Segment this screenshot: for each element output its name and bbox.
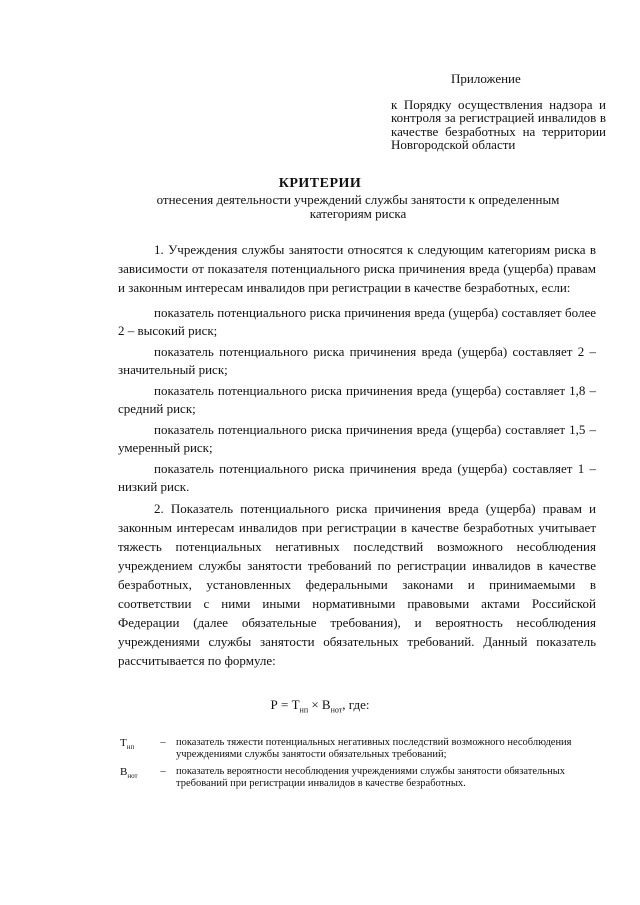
definition-tnp [120,737,600,761]
document-body [118,240,596,670]
paragraph-2: 2. Показатель потенциального риска причинения вреда (ущерба) правам и законным интересам инвалидов при регистрации в качестве безработных учитывает тяжесть потенциальных негативных последствий возможного несоблюдения учреждением службы занятости требований по регистрации инвалидов в качестве безработных, установленных федеральными законами и принимаемыми в соответствии с ними иными нормативными правовыми актами Российской Федерации (далее обязательные требования), и вероятность несоблюдения учреждениями службы занятости обязательных требований. Данный показатель рассчитывается по формуле: [118,501,596,668]
paragraph-1: 1. Учреждения службы занятости относятся к следующим категориям риска в зависимости от показателя потенциального риска причинения вреда (ущерба) правам и законным интересам инвалидов при регистрации в качестве безработных, если: [118,242,596,295]
appendix-text: к Порядку осуществления надзора и контроля за регистрацией инвалидов в качестве безработных на территории Новгородской области [391,96,606,152]
risk-formula [0,697,640,715]
appendix-title: Приложение [451,71,521,86]
definition-dash: – [160,737,166,748]
risk-item-medium: показатель потенциального риска причинения вреда (ущерба) составляет 1,8 – средний риск; [118,383,596,416]
formula-sub-tnp: нп [299,705,309,715]
definition-bnot [120,766,600,790]
document-heading: КРИТЕРИИ [278,176,362,191]
appendix-block [391,72,606,152]
formula-mid: × В [308,697,331,712]
risk-item-significant: показатель потенциального риска причинения вреда (ущерба) составляет 2 – значительный риск; [118,344,596,377]
formula-definitions [120,737,600,795]
formula-tail: , где: [342,697,370,712]
definition-symbol: $В_{нот}$ [120,766,138,781]
document-subheading: отнесения деятельности учреждений службы занятости к определенным категориям риска [156,192,560,221]
risk-item-moderate: показатель потенциального риска причинения вреда (ущерба) составляет 1,5 – умеренный риск; [118,422,596,455]
definition-dash: – [160,766,166,777]
definition-text: показатель тяжести потенциальных негативных последствий возможного несоблюдения учреждениями службы занятости обязательных требований; [176,737,572,760]
formula-sub-bnot: нот [330,705,343,715]
formula-lhs: Р = Т [270,697,300,712]
definition-symbol: $Т_{нп}$ [120,737,135,752]
risk-item-low: показатель потенциального риска причинения вреда (ущерба) составляет 1 – низкий риск. [118,461,596,494]
risk-item-high: показатель потенциального риска причинения вреда (ущерба) составляет более 2 – высокий риск; [118,305,596,338]
definition-text: показатель вероятности несоблюдения учреждениями службы занятости обязательных требований при регистрации инвалидов в качестве безработных. [176,766,566,789]
